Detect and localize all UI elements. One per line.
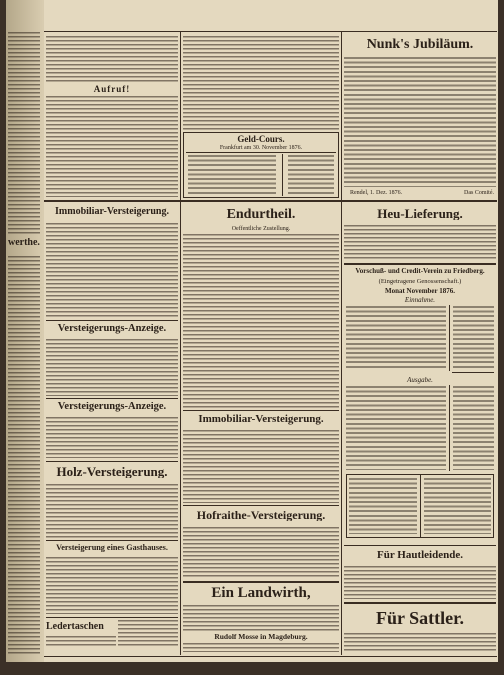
hofraithe-versteigerung-heading: Hofraithe-Versteigerung.	[196, 509, 326, 521]
section-rule	[183, 505, 339, 506]
verein-month: Monat November 1876.	[384, 287, 456, 295]
article-text-lines	[183, 234, 339, 408]
verein-subtitle: (Eingetragene Genossenschaft.)	[378, 278, 462, 285]
endurtheil-subheading: Oeffentliche Zustellung.	[231, 226, 291, 232]
mosse-agency: Rudolf Mosse in Magdeburg.	[214, 633, 308, 641]
einnahme-amount-lines	[453, 306, 494, 370]
advert-text-lines	[118, 620, 178, 648]
versteigerungs-anzeige-heading-1: Versteigerungs-Anzeige.	[57, 324, 167, 334]
endurtheil-heading: Endurtheil.	[226, 208, 296, 222]
jubilaeum-footer-place: Rendel, 1. Dez. 1876.	[350, 190, 403, 196]
section-rule	[46, 540, 178, 541]
verein-ausgabe-heading: Ausgabe.	[407, 376, 433, 384]
jubilaeum-title: Nunk's Jubiläum.	[366, 38, 474, 52]
geld-cours-subtitle: Frankfurt am 30. November 1876.	[219, 145, 303, 151]
section-rule	[46, 461, 178, 462]
geld-cours-title: Geld-Cours.	[237, 135, 285, 144]
geld-cours-currency-lines	[188, 155, 276, 195]
article-text-lines	[46, 417, 178, 458]
article-text-lines	[46, 557, 178, 614]
article-text-lines	[344, 225, 496, 261]
gasthaus-versteigerung-heading: Versteigerung eines Gasthauses.	[56, 544, 168, 552]
holz-versteigerung-heading: Holz-Versteigerung.	[56, 465, 168, 478]
section-rule	[46, 617, 178, 618]
advert-text-lines	[46, 636, 116, 648]
article-text-lines	[183, 36, 339, 130]
advert-text-lines	[344, 566, 496, 599]
article-text-lines	[46, 339, 178, 396]
advert-text-lines	[183, 605, 339, 631]
article-text-lines	[46, 96, 178, 197]
gutter-text-lines	[8, 32, 40, 234]
section-rule	[183, 581, 339, 583]
advert-text-lines	[183, 643, 339, 652]
article-text-lines	[183, 527, 339, 578]
geld-cours-header-rule	[186, 152, 336, 153]
section-rule	[344, 602, 496, 604]
landwirth-heading: Ein Landwirth,	[211, 586, 311, 601]
article-text-lines	[46, 223, 178, 318]
geld-cours-rate-lines	[288, 155, 334, 195]
article-text-lines	[46, 484, 178, 538]
jubilaeum-text-lines	[344, 57, 496, 187]
heu-lieferung-heading: Heu-Lieferung.	[377, 207, 463, 220]
section-rule	[344, 263, 496, 265]
column-divider	[180, 31, 181, 655]
versteigerungs-anzeige-heading-2: Versteigerungs-Anzeige.	[57, 402, 167, 412]
ledger-sum-rule	[452, 372, 494, 373]
ledger-column-rule	[449, 385, 450, 471]
sattler-heading: Für Sattler.	[376, 609, 464, 627]
verein-einnahme-heading: Einnahme.	[404, 296, 436, 304]
jubilaeum-footer-sign: Das Comité.	[464, 190, 494, 196]
section-rule	[46, 320, 178, 321]
section-rule	[46, 398, 178, 399]
immobiliar-heading-1: Immobiliar-Versteigerung.	[55, 207, 169, 217]
immobiliar-heading-2: Immobiliar-Versteigerung.	[198, 414, 324, 425]
einnahme-item-lines	[346, 306, 446, 370]
ledertaschen-heading: Ledertaschen	[46, 622, 104, 632]
summary-table-lines	[349, 478, 417, 534]
summary-table-divider	[420, 474, 421, 538]
hautleidende-heading: Für Hautleidende.	[377, 550, 463, 561]
ledger-column-rule	[449, 305, 450, 371]
bottom-rule	[44, 656, 497, 657]
article-text-lines	[183, 430, 339, 503]
article-text-lines	[46, 36, 178, 82]
aufruf-heading: Aufruf!	[93, 85, 131, 94]
section-rule	[344, 545, 496, 546]
summary-table-lines	[424, 478, 491, 534]
ausgabe-item-lines	[346, 386, 446, 470]
section-rule	[44, 200, 497, 202]
advert-text-lines	[344, 633, 496, 652]
top-rule	[44, 31, 497, 32]
ausgabe-amount-lines	[453, 386, 494, 470]
section-rule	[183, 410, 339, 411]
column-divider	[341, 31, 342, 655]
verein-title: Vorschuß- und Credit-Verein zu Friedberg.	[355, 268, 485, 275]
gutter-fragment: werthe.	[8, 238, 40, 248]
gutter-text-lines	[8, 256, 40, 654]
geld-cours-column-rule	[282, 154, 283, 196]
